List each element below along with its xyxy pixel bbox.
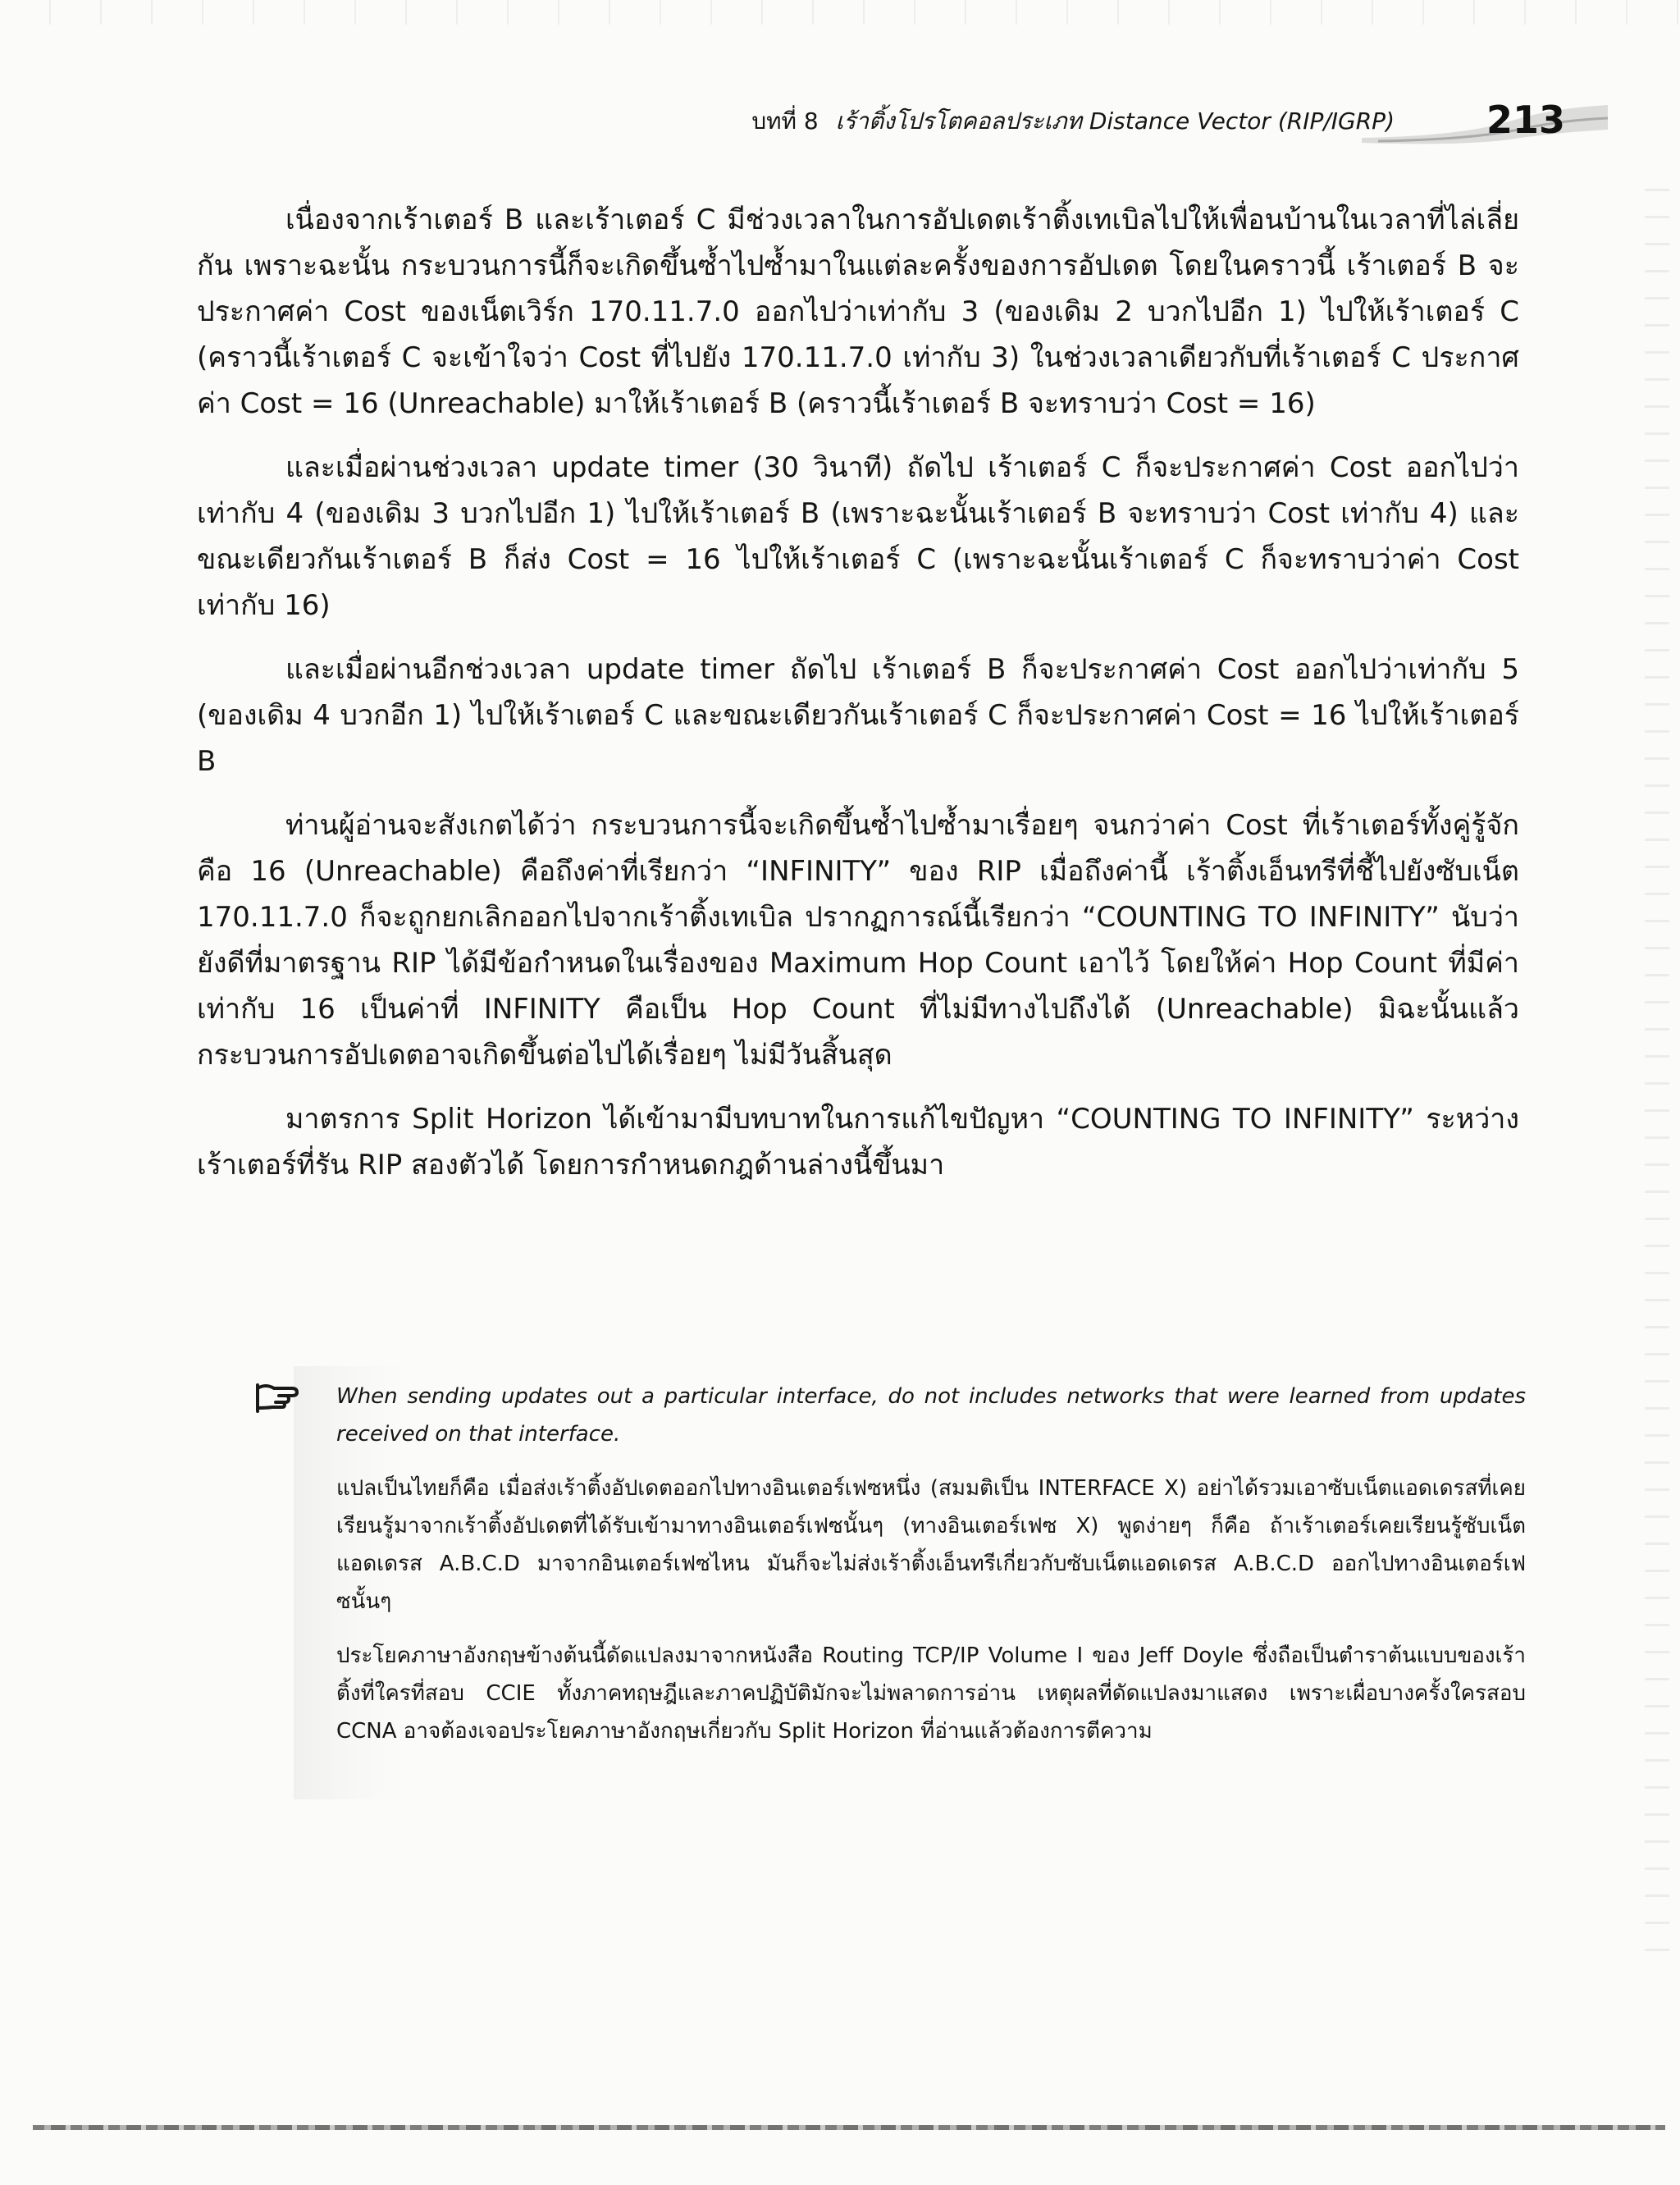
bottom-border (33, 2125, 1665, 2130)
note-source: ประโยคภาษาอังกฤษข้างต้นนี้ดัดแปลงมาจากหนังสือ Routing TCP/IP Volume I ของ Jeff Doyle ซึ่งถือเป็นตำราต้นแบบของเร้าติ้งที่ใครที่สอบ CCIE ทั้งภาคทฤษฎีและภาคปฏิบัติมักจะไม่พลาดการอ่าน เหตุผลที่ดัดแปลงมาแสดง เพราะเผื่อบางครั้งใครสอบ CCNA อาจต้องเจอประโยคภาษาอังกฤษเกี่ยวกับ Split Horizon ที่อ่านแล้วต้องการตีความ (336, 1643, 1526, 1744)
paragraph: มาตรการ Split Horizon ได้เข้ามามีบทบาทในการแก้ไขปัญหา “COUNTING TO INFINITY” ระหว่างเร้าเตอร์ที่รัน RIP สองตัวได้ โดยการกำหนดกฎด้านล่างนี้ขึ้นมา (197, 1103, 1519, 1182)
chapter-label: บทที่ 8 (751, 107, 819, 135)
chapter-title: เร้าติ้งโปรโตคอลประเภท Distance Vector (RIP/IGRP) (835, 107, 1395, 135)
paragraph: และเมื่อผ่านอีกช่วงเวลา update timer ถัดไป เร้าเตอร์ B ก็จะประกาศค่า Cost ออกไปว่าเท่ากับ 5 (ของเดิม 4 บวกอีก 1) ไปให้เร้าเตอร์ C และขณะเดียวกันเร้าเตอร์ C ก็จะประกาศค่า Cost = 16 ไปให้เร้าเตอร์ B (197, 653, 1519, 778)
header-swash-decoration (1362, 97, 1608, 146)
scan-speckle (0, 0, 1680, 25)
scan-edge (1645, 164, 1669, 1969)
running-header (673, 105, 1395, 138)
paragraph: และเมื่อผ่านช่วงเวลา update timer (30 วินาที) ถัดไป เร้าเตอร์ C ก็จะประกาศค่า Cost ออกไปว่าเท่ากับ 4 (ของเดิม 3 บวกไปอีก 1) ไปให้เร้าเตอร์ B (เพราะฉะนั้นเร้าเตอร์ B จะทราบว่า Cost เท่ากับ 4) และขณะเดียวกันเร้าเตอร์ B ก็ส่ง Cost = 16 ไปให้เร้าเตอร์ C (เพราะฉะนั้นเร้าเตอร์ C ก็จะทราบว่าค่า Cost เท่ากับ 16) (197, 451, 1519, 622)
page-number: 213 (1486, 98, 1566, 142)
body-text (197, 197, 1519, 1206)
note-translation: แปลเป็นไทยก็คือ เมื่อส่งเร้าติ้งอัปเดตออกไปทางอินเตอร์เฟซหนึ่ง (สมมติเป็น INTERFACE X) อย่าได้รวมเอาซับเน็ตแอดเดรสที่เคยเรียนรู้มาจากเร้าติ้งอัปเดตที่ได้รับเข้ามาทางอินเตอร์เฟซนั้นๆ (ทางอินเตอร์เฟซ X) พูดง่ายๆ ก็คือ ถ้าเร้าเตอร์เคยเรียนรู้ซับเน็ตแอดเดรส A.B.C.D มาจากอินเตอร์เฟซไหน มันก็จะไม่ส่งเร้าติ้งเอ็นทรีเกี่ยวกับซับเน็ตแอดเดรส A.B.C.D ออกไปทางอินเตอร์เฟซนั้นๆ (336, 1476, 1527, 1614)
note-box (294, 1366, 1534, 1799)
paragraph: ท่านผู้อ่านจะสังเกตได้ว่า กระบวนการนี้จะเกิดขึ้นซ้ำไปซ้ำมาเรื่อยๆ จนกว่าค่า Cost ที่เร้าเตอร์ทั้งคู่รู้จัก คือ 16 (Unreachable) คือถึงค่าที่เรียกว่า “INFINITY” ของ RIP เมื่อถึงค่านี้ เร้าติ้งเอ็นทรีที่ชี้ไปยังซับเน็ต 170.11.7.0 ก็จะถูกยกเลิกออกไปจากเร้าติ้งเทเบิล ปรากฏการณ์นี้เรียกว่า “COUNTING TO INFINITY” นับว่ายังดีที่มาตรฐาน RIP ได้มีข้อกำหนดในเรื่องของ Maximum Hop Count เอาไว้ โดยให้ค่า Hop Count ที่มีค่าเท่ากับ 16 เป็นค่าที่ INFINITY คือเป็น Hop Count ที่ไม่มีทางไปถึงได้ (Unreachable) มิฉะนั้นแล้ว กระบวนการอัปเดตอาจเกิดขึ้นต่อไปได้เรื่อยๆ ไม่มีวันสิ้นสุด (197, 809, 1519, 1072)
note-quote-english: When sending updates out a particular interface, do not includes networks that were learned from updates received on that interface. (336, 1384, 1526, 1447)
paragraph: เนื่องจากเร้าเตอร์ B และเร้าเตอร์ C มีช่วงเวลาในการอัปเดตเร้าติ้งเทเบิลไปให้เพื่อนบ้านในเวลาที่ไล่เลี่ยกัน เพราะฉะนั้น กระบวนการนี้ก็จะเกิดขึ้นซ้ำไปซ้ำมาในแต่ละครั้งของการอัปเดต โดยในคราวนี้ เร้าเตอร์ B จะประกาศค่า Cost ของเน็ตเวิร์ก 170.11.7.0 ออกไปว่าเท่ากับ 3 (ของเดิม 2 บวกไปอีก 1) ไปให้เร้าเตอร์ C (คราวนี้เร้าเตอร์ C จะเข้าใจว่า Cost ที่ไปยัง 170.11.7.0 เท่ากับ 3) ในช่วงเวลาเดียวกับที่เร้าเตอร์ C ประกาศค่า Cost = 16 (Unreachable) มาให้เร้าเตอร์ B (คราวนี้เร้าเตอร์ B จะทราบว่า Cost = 16) (197, 203, 1519, 420)
